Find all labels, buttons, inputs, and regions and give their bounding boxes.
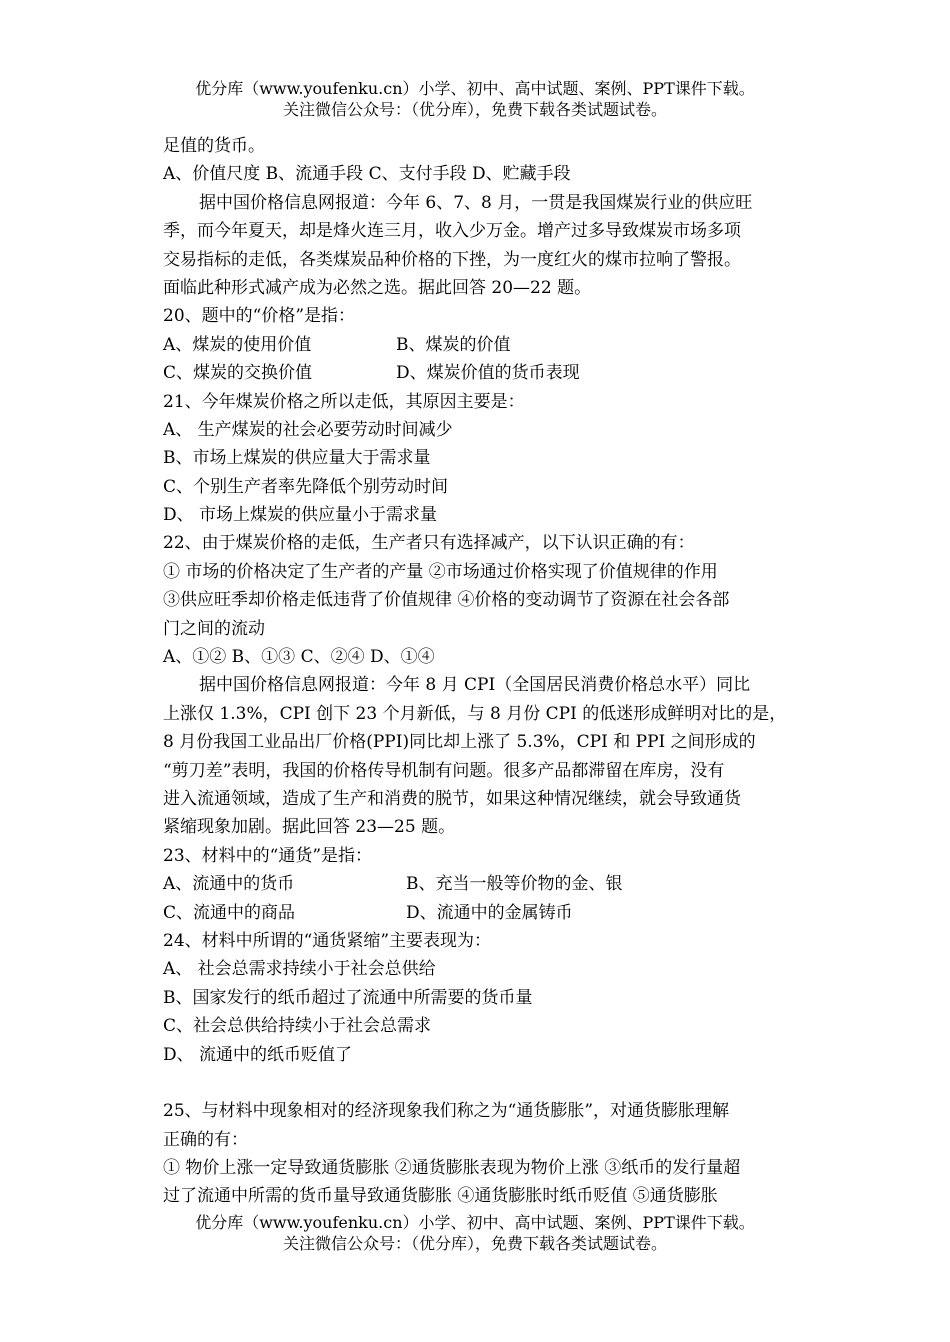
q24-option-c: C、社会总供给持续小于社会总需求 (163, 1016, 432, 1037)
question-23: 23、材料中的“通货”是指： (163, 845, 373, 866)
paragraph-2-line: 8 月份我国工业品出厂价格(PPI)同比却上涨了 5.3%，CPI 和 PPI 之间形成的 (163, 732, 756, 753)
q24-option-b: B、国家发行的纸币超过了流通中所需要的货币量 (163, 987, 533, 1008)
paragraph-1-line: 据中国价格信息网报道：今年 6、7、8 月，一贯是我国煤炭行业的供应旺 (199, 192, 753, 213)
q22-options: A、①② B、①③ C、②④ D、①④ (163, 647, 435, 668)
question-24: 24、材料中所谓的“通货紧缩”主要表现为： (163, 930, 492, 951)
q22-statements: ③供应旺季却价格走低违背了价值规律 ④价格的变动调节了资源在社会各部 (163, 590, 730, 611)
header-line-1: 优分库（www.youfenku.cn）小学、初中、高中试题、案例、PPT课件下载。 (195, 79, 755, 98)
paragraph-2-line: “剪刀差”表明，我国的价格传导机制有问题。很多产品都滞留在库房，没有 (163, 760, 725, 781)
question-20: 20、题中的“价格”是指： (163, 306, 356, 327)
q23-option-b: B、充当一般等价物的金、银 (406, 874, 623, 895)
q19-options: A、价值尺度 B、流通手段 C、支付手段 D、贮藏手段 (163, 164, 571, 185)
paragraph-2-line: 进入流通领域，造成了生产和消费的脱节，如果这种情况继续，就会导致通货 (163, 788, 741, 809)
q20-options-row-1 (163, 331, 828, 359)
q21-option-d: D、 市场上煤炭的供应量小于需求量 (163, 505, 438, 526)
q23-options-row-2 (163, 899, 828, 927)
question-25: 25、与材料中现象相对的经济现象我们称之为“通货膨胀”，对通货膨胀理解 (163, 1101, 730, 1122)
q20-option-a: A、煤炭的使用价值 (163, 334, 312, 355)
paragraph-2-line: 紧缩现象加剧。据此回答 23—25 题。 (163, 817, 456, 838)
q20-option-c: C、煤炭的交换价值 (163, 363, 313, 384)
question-21: 21、今年煤炭价格之所以走低，其原因主要是： (163, 391, 525, 412)
q23-options-row-1 (163, 870, 828, 898)
q25-statements: ① 物价上涨一定导致通货膨胀 ②通货膨胀表现为物价上涨 ③纸币的发行量超 (163, 1158, 741, 1179)
paragraph-1-line: 交易指标的走低，各类煤炭品种价格的下挫，为一度红火的煤市拉响了警报。 (163, 249, 741, 270)
q24-option-a: A、 社会总需求持续小于社会总供给 (163, 959, 436, 980)
q23-option-a: A、流通中的货币 (163, 874, 295, 895)
q22-statements: ① 市场的价格决定了生产者的产量 ②市场通过价格实现了价值规律的作用 (163, 561, 718, 582)
q20-options-row-2 (163, 359, 828, 387)
q23-option-d: D、流通中的金属铸币 (406, 902, 573, 923)
q20-option-d: D、煤炭价值的货币表现 (396, 363, 580, 384)
header-line-2: 关注微信公众号：（优分库），免费下载各类试题试卷。 (282, 100, 667, 119)
q21-option-c: C、个别生产者率先降低个别劳动时间 (163, 476, 449, 497)
q21-option-b: B、市场上煤炭的供应量大于需求量 (163, 448, 431, 469)
footer-line-1: 优分库（www.youfenku.cn）小学、初中、高中试题、案例、PPT课件下载。 (195, 1213, 755, 1232)
paragraph-1-line: 面临此种形式减产成为必然之选。据此回答 20—22 题。 (163, 277, 592, 298)
paragraph-1-line: 季，而今年夏天，却是烽火连三月，收入少万金。增产过多导致煤炭市场多项 (163, 221, 741, 242)
question-25: 正确的有： (163, 1129, 248, 1150)
text-line: 足值的货币。 (163, 136, 265, 156)
q23-option-c: C、流通中的商品 (163, 902, 296, 923)
footer-line-2: 关注微信公众号：（优分库），免费下载各类试题试卷。 (282, 1234, 667, 1253)
paragraph-2-line: 据中国价格信息网报道：今年 8 月 CPI（全国居民消费价格总水平）同比 (199, 675, 751, 696)
paragraph-2-line: 上涨仅 1.3%，CPI 创下 23 个月新低，与 8 月份 CPI 的低迷形成鲜明对比的是， (163, 703, 787, 724)
q25-statements: 过了流通中所需的货币量导致通货膨胀 ④通货膨胀时纸币贬值 ⑤通货膨胀 (163, 1186, 718, 1207)
question-22: 22、由于煤炭价格的走低，生产者只有选择减产，以下认识正确的有： (163, 533, 695, 554)
q21-option-a: A、 生产煤炭的社会必要劳动时间减少 (163, 419, 453, 440)
q22-statements: 门之间的流动 (163, 618, 265, 639)
blank-line (163, 1069, 828, 1097)
q24-option-d: D、 流通中的纸币贬值了 (163, 1044, 353, 1065)
document-body (163, 132, 828, 1211)
q20-option-b: B、煤炭的价值 (396, 334, 511, 355)
